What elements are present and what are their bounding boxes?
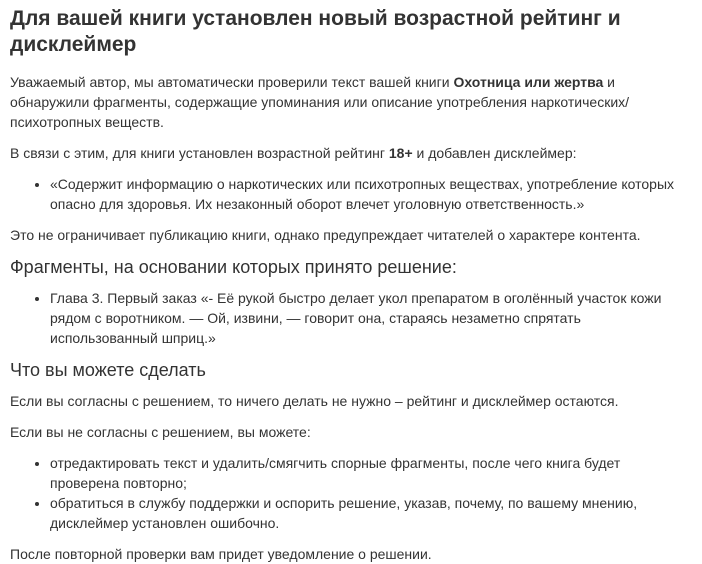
options-list xyxy=(10,453,692,533)
agree-paragraph: Если вы согласны с решением, то ничего делать не нужно – рейтинг и дисклеймер остаются. xyxy=(10,393,619,409)
rating-text-before: В связи с этим, для книги установлен возрастной рейтинг xyxy=(10,145,389,161)
age-rating: 18+ xyxy=(388,145,413,161)
option-item-support: • обратиться в службу поддержки и оспорить решение, указав, почему, по вашему мнению, дисклеймер установлен ошибочно. xyxy=(50,493,692,533)
notice-paragraph: Это не ограничивает публикацию книги, однако предупреждает читателей о характере контента. xyxy=(10,227,641,243)
disclaimer-list xyxy=(10,174,692,214)
disclaimer-text: • «Содержит информацию о наркотических или психотропных веществах, употребление которых опасно для здоровья. Их незаконный оборот влечет уголовную ответственность.» xyxy=(50,174,692,214)
disagree-paragraph: Если вы не согласны с решением, вы можете: xyxy=(10,424,311,440)
option-item-edit: • отредактировать текст и удалить/смягчить спорные фрагменты, после чего книга будет проверена повторно; xyxy=(50,453,692,493)
intro-text-after: и обнаружили фрагменты, содержащие упоминания или описание употребления наркотических/психотропных веществ. xyxy=(10,74,630,130)
fragment-item: • Глава 3. Первый заказ «- Её рукой быстро делает укол препаратом в оголённый участок кожи рядом с воротником. — Ой, извини, — говорит она, стараясь незаметно спрятать использованный шприц.» xyxy=(50,288,692,348)
footer-paragraph: После повторной проверки вам придет уведомление о решении. xyxy=(10,546,432,562)
book-title: Охотница или жертва xyxy=(453,74,604,90)
fragments-heading: Фрагменты, на основании которых принято решение: xyxy=(10,257,457,277)
rating-paragraph xyxy=(10,143,692,163)
rating-text-after: и добавлен дисклеймер: xyxy=(412,145,577,161)
page-title: Для вашей книги установлен новый возрастной рейтинг и дисклеймер xyxy=(10,7,621,56)
actions-heading: Что вы можете сделать xyxy=(10,360,206,380)
intro-paragraph xyxy=(10,72,692,132)
intro-text-before: Уважаемый автор, мы автоматически проверили текст вашей книги xyxy=(10,74,454,90)
fragments-list xyxy=(10,288,692,348)
